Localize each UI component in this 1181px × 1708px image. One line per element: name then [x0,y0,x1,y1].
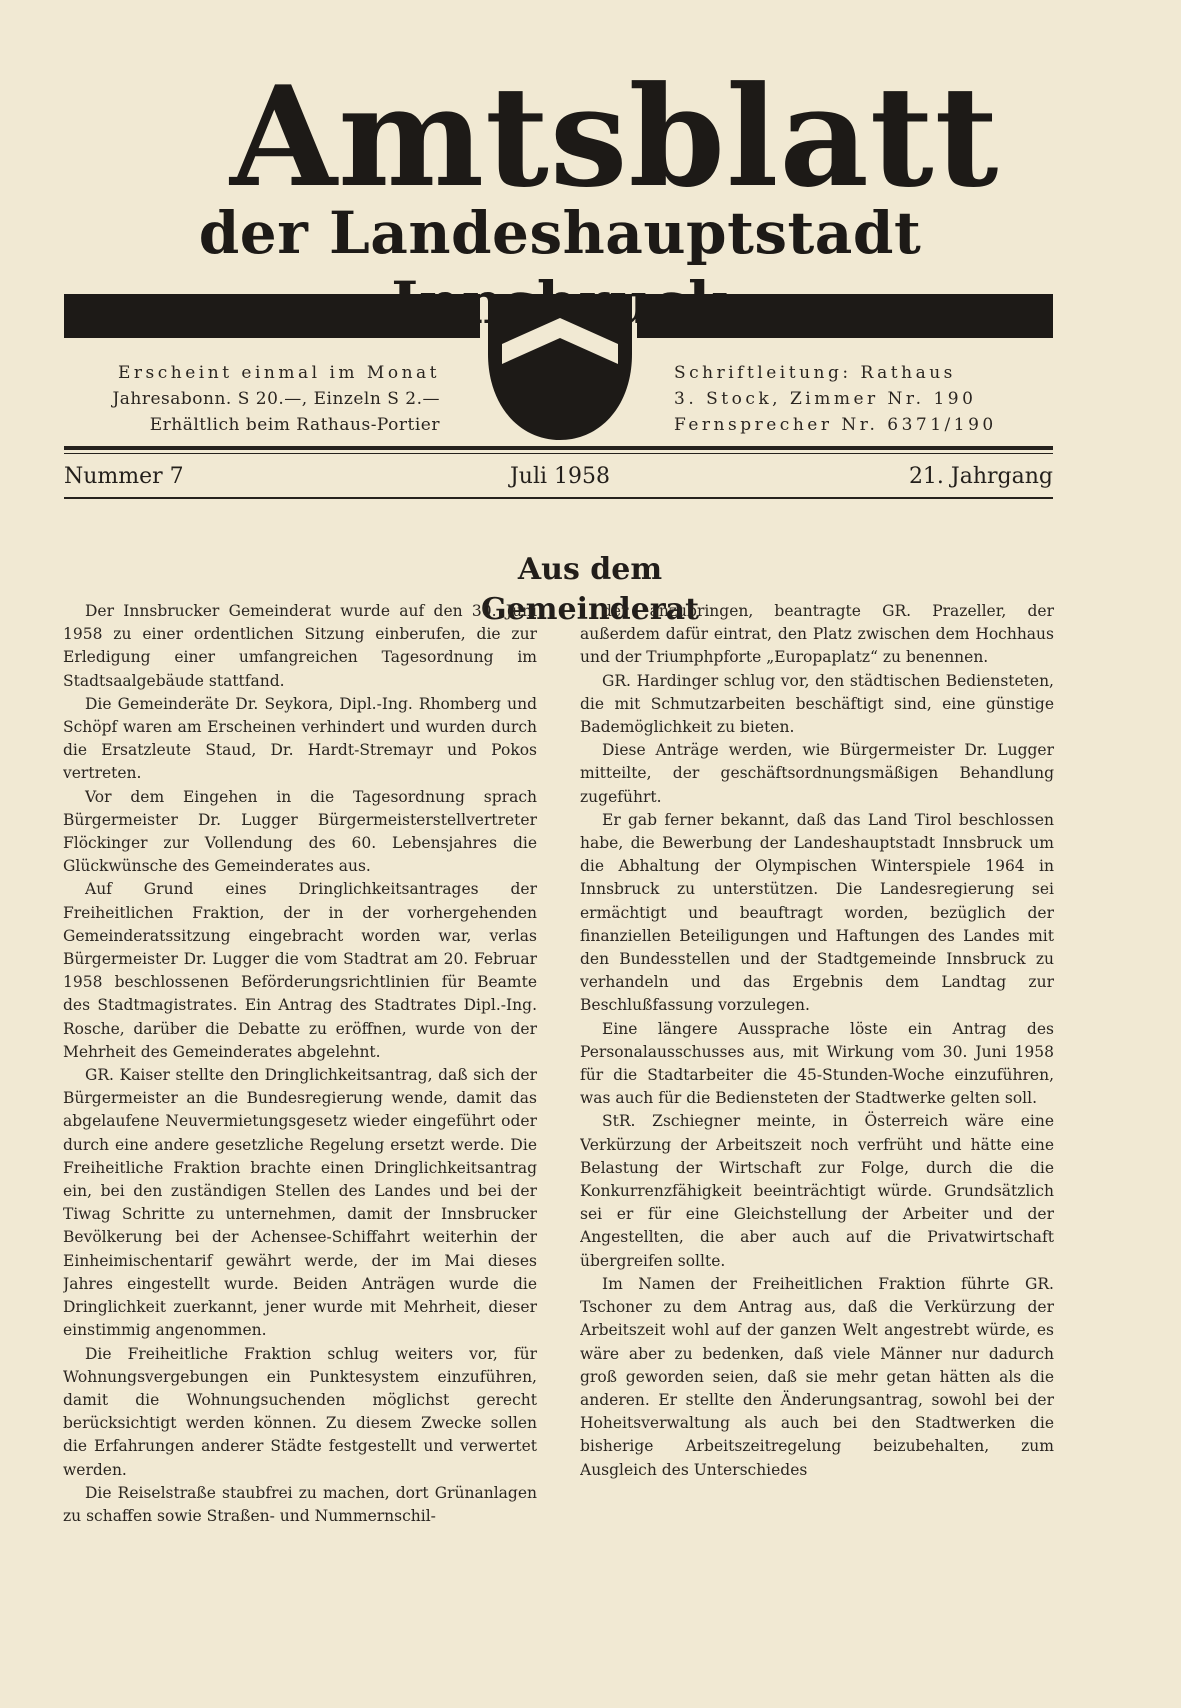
article-column-left [63,600,537,1690]
divider-rule [64,446,1053,450]
masthead-title: Amtsblatt [230,55,1000,218]
editorial-info [674,360,1024,438]
divider-rule [64,497,1053,499]
paragraph: Vor dem Eingehen in die Tagesordnung sprach Bürgermeister Dr. Lugger Bürgermeisterstellvertreter Flöckinger zur Vollendung des 60. Lebensjahres die Glückwünsche des Gemeinderates aus. [63,787,537,876]
divider-rule [64,453,1053,454]
paragraph: Eine längere Aussprache löste ein Antrag des Personalausschusses aus, mit Wirkung vom 30. Juni 1958 für die Stadtarbeiter die 45-Stunden-Woche einzuführen, was auch für die Bediensteten der Stadtwerke gelten soll. [580,1019,1054,1108]
masthead-subtitle: der Landeshauptstadt [198,199,922,267]
issue-number: Nummer 7 [64,464,184,489]
info-price: Jahresabonn. S 20.—, Einzeln S 2.— [112,389,440,409]
paragraph: Er gab ferner bekannt, daß das Land Tirol beschlossen habe, die Bewerbung der Landeshauptstadt Innsbruck um die Abhaltung der Olympischen Winterspiele 1964 in Innsbruck zu unterstützen. Die Landesregierung sei ermächtigt und beauftragt worden, bezüglich der finanziellen Beteiligungen und Haftungen des Landes mit den Bundesstellen und der Stadtgemeinde Innsbruck zu verhandeln und das Ergebnis dem Landtag zur Beschlußfassung vorzulegen. [580,810,1054,1015]
masthead-bar-left [64,294,480,338]
masthead-bar-right [637,294,1053,338]
info-phone: Fernsprecher Nr. 6371/190 [674,415,997,435]
paragraph: Die Freiheitliche Fraktion schlug weiters vor, für Wohnungsvergebungen ein Punktesystem einzuführen, damit die Wohnungsuchenden möglichst gerecht berücksichtigt werden können. Zu diesem Zwecke sollen die Erfahrungen anderer Städte festgestellt und verwertet werden. [63,1344,537,1479]
subscription-info [100,360,440,438]
info-frequency: Erscheint einmal im Monat [118,363,440,383]
paragraph: Der Innsbrucker Gemeinderat wurde auf den 30. Juni 1958 zu einer ordentlichen Sitzung einberufen, die zur Erledigung einer umfangreichen Tagesordnung im Stadtsaalgebäude stattfand. [63,602,537,690]
paragraph: Diese Anträge werden, wie Bürgermeister Dr. Lugger mitteilte, der geschäftsordnungsmäßigen Behandlung zugeführt. [580,741,1054,806]
article-column-right [580,600,1054,1690]
paragraph: Auf Grund eines Dringlichkeitsantrages der Freiheitlichen Fraktion, der in der vorhergehenden Gemeinderatssitzung eingebracht worden war, verlas Bürgermeister Dr. Lugger die vom Stadtrat am 20. Februar 1958 beschlossenen Beförderungsrichtlinien für Beamte des Stadtmagistrates. Ein Antrag des Stadtrates Dipl.-Ing. Rosche, darüber die Debatte zu eröffnen, wurde von der Mehrheit des Gemeinderates abgelehnt. [63,880,537,1061]
paragraph: GR. Kaiser stellte den Dringlichkeitsantrag, daß sich der Bürgermeister an die Bundesregierung wende, damit das abgelaufene Neuvermietungsgesetz wieder eingeführt oder durch eine andere gesetzliche Regelung ersetzt werde. Die Freiheitliche Fraktion brachte einen Dringlichkeitsantrag ein, bei den zuständigen Stellen des Landes und bei der Tiwag Schritte zu unternehmen, damit der Innsbrucker Bevölkerung bei der Achensee-Schiffahrt weiterhin der Einheimischentarif gewährt werde, der im Mai dieses Jahres eingestellt wurde. Beiden Anträgen wurde die Dringlichkeit zuerkannt, jener wurde mit Mehrheit, dieser einstimmig angenommen. [63,1066,537,1340]
issue-volume: 21. Jahrgang [908,464,1053,489]
article-headline: Aus dem Gemeinderat [481,552,699,627]
paragraph: der anzubringen, beantragte GR. Prazeller, der außerdem dafür eintrat, den Platz zwischen dem Hochhaus und der Triumphpforte „Europaplatz“ zu benennen. [580,602,1054,667]
paragraph: Im Namen der Freiheitlichen Fraktion führte GR. Tschoner zu dem Antrag aus, daß die Verkürzung der Arbeitszeit wohl auf der ganzen Welt angestrebt würde, es wäre aber zu bedenken, daß viele Männer nur dadurch groß geworden seien, daß sie mehr getan hätten als die anderen. Er stellte den Änderungsantrag, sowohl bei der Hoheitsverwaltung als auch bei den Stadtwerken die bisherige Arbeitszeitregelung beizubehalten, zum Ausgleich des Unterschiedes [580,1274,1054,1479]
issue-date: Juli 1958 [509,464,611,489]
info-availability: Erhältlich beim Rathaus-Portier [149,415,440,435]
info-room: 3. Stock, Zimmer Nr. 190 [674,389,977,409]
info-editorial-office: Schriftleitung: Rathaus [674,363,956,383]
paragraph: GR. Hardinger schlug vor, den städtischen Bediensteten, die mit Schmutzarbeiten beschäftigt sind, eine günstige Bademöglichkeit zu bieten. [580,671,1054,737]
paragraph: Die Gemeinderäte Dr. Seykora, Dipl.-Ing. Rhomberg und Schöpf waren am Erscheinen verhindert und wurden durch die Ersatzleute Staud, Dr. Hardt-Stremayr und Pokos vertreten. [63,694,537,783]
paragraph: Die Reiselstraße staubfrei zu machen, dort Grünanlagen zu schaffen sowie Straßen- und Nummernschil- [63,1483,537,1525]
paragraph: StR. Zschiegner meinte, in Österreich wäre eine Verkürzung der Arbeitszeit noch verfrüht und hätte eine Belastung der Wirtschaft zur Folge, durch die die Konkurrenzfähigkeit beeinträchtigt würde. Grundsätzlich sei er für eine Gleichstellung der Arbeiter und der Angestellten, die aber auch auf die Privatwirtschaft übergreifen sollte. [580,1112,1054,1270]
innsbruck-coat-of-arms-icon [488,294,632,440]
